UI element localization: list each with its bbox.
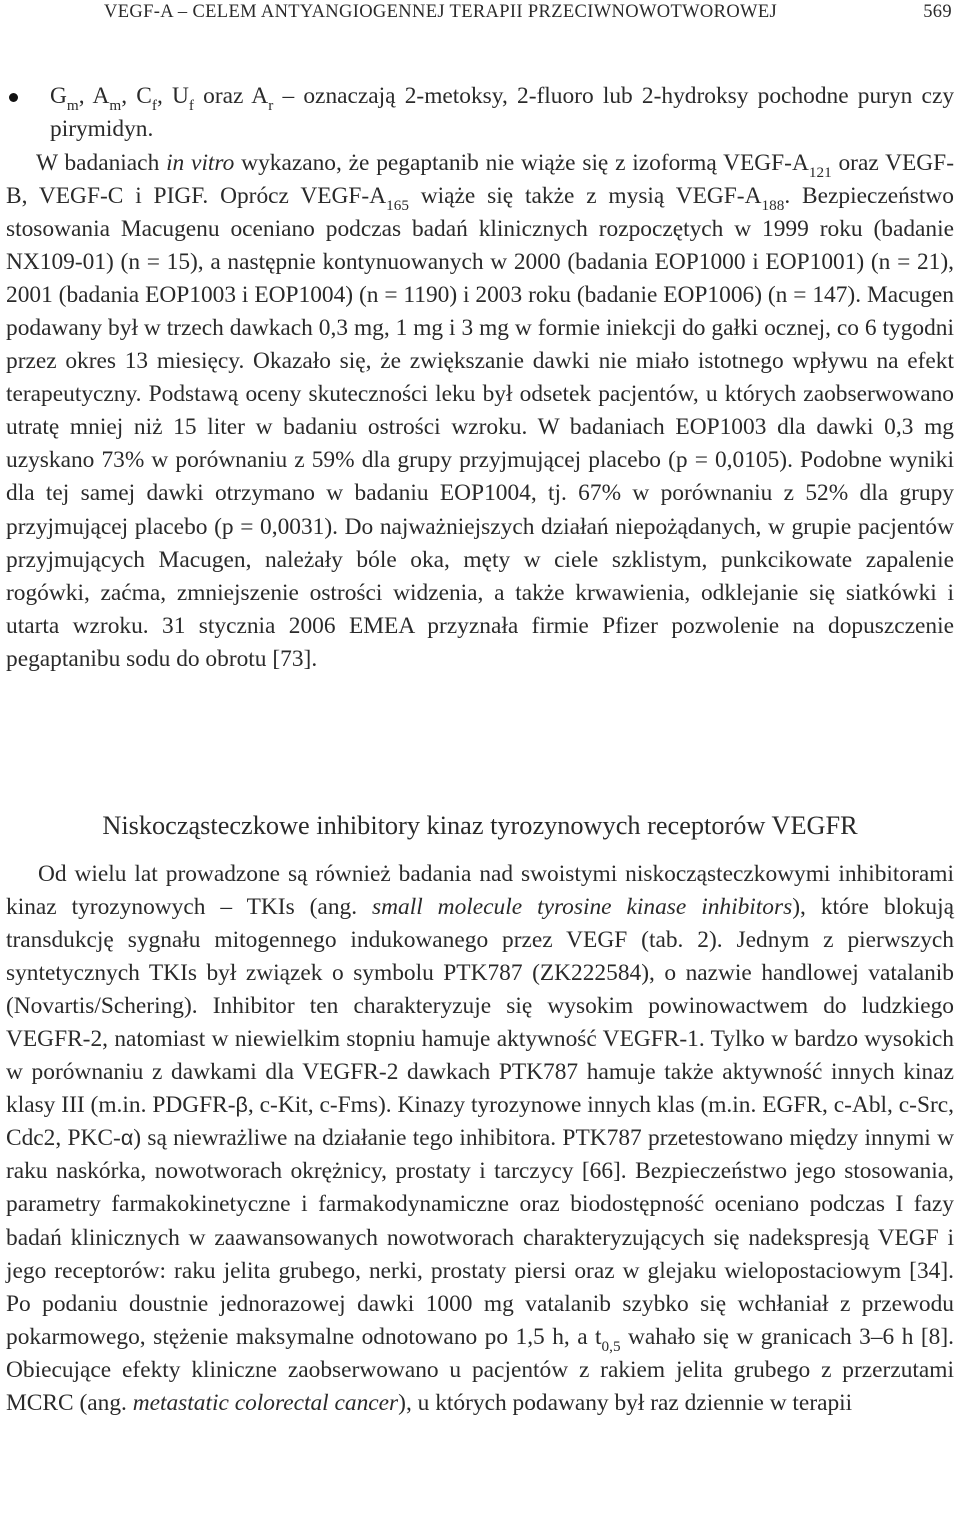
text-segment: , c-Kit, c-Fms). Kinazy tyrozynowe innych klas (m.in. EGFR, c-Abl, c-Src, Cdc2, PKC- — [6, 1092, 954, 1152]
text-segment: wahało się w granicach 3–6 h [8]. Obiecujące efekty kliniczne zaobserwowano u pacjentów z rakiem jelita grubego z przerzutami MCRC (ang. — [6, 1323, 954, 1416]
italic-text: small molecule tyrosine kinase inhibitors — [372, 894, 793, 921]
subscript: 188 — [761, 196, 785, 214]
greek-symbol: α — [120, 1126, 134, 1151]
bullet-text-segment: oraz A — [193, 83, 269, 109]
bullet-text-segment: – oznaczają 2-metoksy, 2-fluoro lub 2-hydroksy pochodne puryn czy pirymidyn. — [50, 83, 955, 143]
paragraph-macugen — [6, 147, 954, 676]
bullet-text-segment: G — [50, 83, 67, 109]
paragraph-tki — [6, 858, 954, 1420]
bullet-dot-icon — [9, 93, 18, 102]
italic-text: in vitro — [166, 150, 235, 176]
text-segment: ), które blokują transdukcję sygnału mitogennego indukowanego przez VEGF (tab. 2). Jednym z pierwszych syntetycznych TKIs był związek o symbolu PTK787 (ZK222584), o nazwie handlowej vatalanib (Novartis/Schering). Inhibitor ten charakteryzuje się wysokim powinowactwem do ludzkiego VEGFR-2, natomiast w niewielkim stopniu hamuje aktywność VEGFR-1. Tylko w bardzo wysokich w porównaniu z dawkami dla VEGFR-2 dawkach PTK787 hamuje także aktywność innych kinaz klasy III (m.in. PDGFR- — [6, 894, 954, 1119]
bullet-text-segment: , A — [78, 83, 110, 109]
subscript: m — [109, 96, 122, 114]
running-header-title: VEGF-A – CELEM ANTYANGIOGENNEJ TERAPII PRZECIWNOWOTWOROWEJ — [104, 2, 778, 22]
bullet-text-segment: , U — [156, 83, 189, 109]
text-segment: wykazano, że pegaptanib nie wiąże się z izoformą VEGF-A — [234, 150, 809, 176]
bullet-item — [6, 80, 954, 146]
text-segment: wiąże się także z mysią VEGF-A — [408, 183, 762, 210]
subscript: f — [151, 96, 157, 114]
subscript: 165 — [386, 196, 409, 214]
page-number: 569 — [923, 2, 952, 22]
text-segment: ) są niewrażliwe na działanie tego inhibitora. PTK787 przetestowano między innymi w raku naskórka, nowotworach okrężnicy, prostaty i tarczycy [66]. Bezpieczeństwo jego stosowania, parametry farmakokinetyczne i farmakodynamiczne oraz biodostępność oceniano podczas I fazy badań klinicznych w zaawansowanych nowotworach charakteryzujących się nadekspresją VEGF i jego receptorów: raku jelita grubego, nerki, prostaty piersi oraz w glejaku wielopostaciowym [34]. Po podaniu doustnie jednorazowej dawki 1000 mg vatalanib szybko się wchłaniał z przewodu pokarmowego, stężenie maksymalne odnotowano po 1,5 h, a t — [6, 1125, 954, 1350]
subscript: r — [268, 96, 274, 114]
subscript: 121 — [808, 163, 832, 181]
text-segment: ), u których podawany był raz dziennie w terapii — [398, 1389, 853, 1416]
subscript: 0,5 — [601, 1337, 621, 1355]
text-segment: oraz VEGF-B, VEGF-C i PIGF. Oprócz VEGF-A — [6, 150, 954, 210]
text-segment: Od wielu lat prowadzone są również badania nad swoistymi niskocząsteczkowymi inhibitorami kinaz tyrozynowych – TKIs (ang. — [6, 861, 954, 921]
subscript: m — [66, 96, 79, 114]
italic-text: metastatic colorectal cancer — [132, 1389, 399, 1416]
text-segment: W badaniach — [36, 150, 167, 176]
greek-symbol: β — [235, 1093, 248, 1118]
section-heading: Niskocząsteczkowe inhibitory kinaz tyrozynowych receptorów VEGFR — [102, 811, 858, 840]
bullet-text-segment: , C — [121, 83, 152, 109]
subscript: f — [188, 96, 194, 114]
running-header — [0, 2, 960, 26]
text-segment: . Bezpieczeństwo stosowania Macugenu oceniano podczas badań klinicznych rozpoczętych w 1999 roku (badanie NX109-01) (n = 15), a następnie kontynuowanych w 2000 (badania EOP1000 i EOP1001) (n = 21), 2001 (badania EOP1003 i EOP1004) (n = 1190) i 2003 roku (badanie EOP1006) (n = 147). Macugen podawany był w trzech dawkach 0,3 mg, 1 mg i 3 mg w formie iniekcji do gałki ocznej, co 6 tygodni przez okres 13 miesięcy. Okazało się, że zwiększanie dawki nie miało istotnego wpływu na efekt terapeutyczny. Podstawą oceny skuteczności leku był odsetek pacjentów, u których zaobserwowano utratę mniej niż 15 liter w badaniu ostrości wzroku. W badaniach EOP1003 dla dawki 0,3 mg uzyskano 73% w porównaniu z 59% dla grupy przyjmującej placebo (p = 0,0105). Podobne wyniki dla tej samej dawki otrzymano w badaniu EOP1004, tj. 67% w porównaniu z 52% dla grupy przyjmującej placebo (p = 0,0031). Do najważniejszych działań niepożądanych, w grupie pacjentów przyjmujących Macugen, należały bóle oka, męty w ciele szklistym, punkcikowate zapalenie rogówki, zaćma, zmniejszenie ostrości widzenia, a także krwawienia, odklejanie się siatkówki i utarta wzroku. 31 stycznia 2006 EMEA przyznała firmie Pfizer pozwolenie na dopuszczenie pegaptanibu sodu do obrotu [73]. — [6, 183, 954, 672]
